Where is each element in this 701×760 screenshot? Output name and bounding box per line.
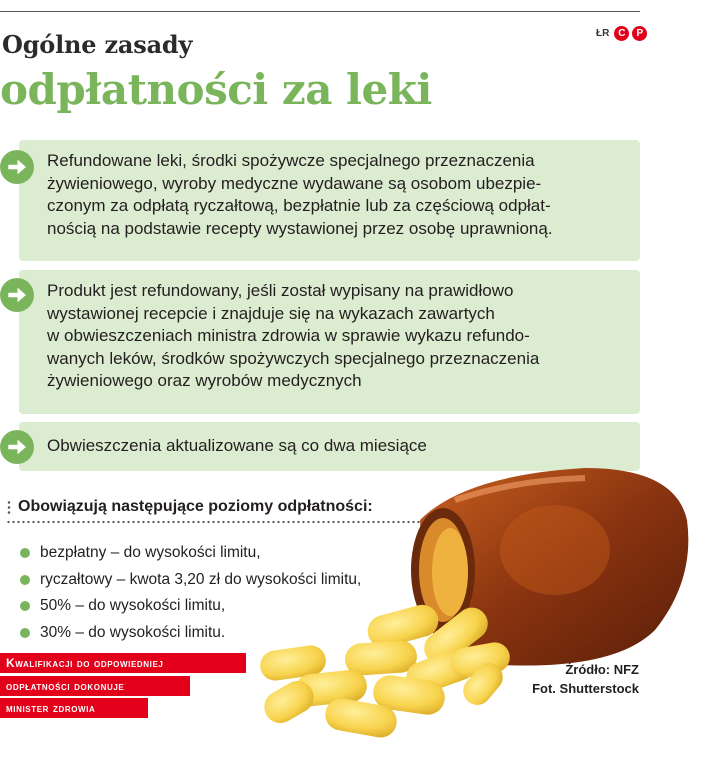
title-line-1: Ogólne zasady [2, 30, 193, 59]
author-initials: ŁR [596, 28, 610, 39]
info-box-2-line: żywieniowego oraz wyrobów medycznych [47, 371, 362, 390]
publisher-logo [596, 26, 647, 41]
note-line-3: minister zdrowia [0, 698, 148, 718]
note-line-1: Kwalifikacji do odpowiedniej [0, 653, 246, 673]
info-box-1 [19, 140, 640, 261]
logo-letter-p: P [632, 26, 647, 41]
info-box-3-line: Obwieszczenia aktualizowane są co dwa miesiące [47, 436, 427, 455]
level-text: 30% – do wysokości limitu. [40, 623, 226, 641]
info-box-2-line: wanych leków, środków spożywczych specjalnego przeznaczenia [47, 348, 540, 368]
info-box-2 [19, 270, 640, 414]
info-box-1-line: Refundowane leki, środki spożywcze specjalnego przeznaczenia [47, 151, 535, 170]
info-box-1-line: czonym za odpłatą ryczałtową, bezpłatnie lub za częściową odpłat- [47, 196, 551, 215]
info-box-1-line: nością na podstawie recepty wystawionej przez osobę uprawnioną. [47, 218, 553, 238]
arrow-right-icon [0, 278, 34, 312]
source-line: Źródło: NFZ [565, 662, 639, 677]
pills-icon [258, 601, 512, 740]
pill-bottle-illustration [255, 460, 700, 760]
dotted-marker [6, 500, 12, 514]
info-box-2-line: wystawionej recepcie i znajduje się na wykazach zawartych [47, 303, 495, 323]
bullet-dot-icon [20, 628, 30, 638]
logo-letter-c: C [614, 26, 629, 41]
arrow-right-icon [0, 430, 34, 464]
note-line-2: odpłatności dokonuje [0, 676, 190, 696]
info-box-1-line: żywieniowego, wyroby medyczne wydawane są osobom ubezpie- [47, 173, 542, 193]
levels-heading: Obowiązują następujące poziomy odpłatności: [18, 498, 373, 515]
info-box-2-line: Produkt jest refundowany, jeśli został wypisany na prawidłowo [47, 281, 514, 300]
top-rule [0, 11, 640, 12]
level-text: bezpłatny – do wysokości limitu, [40, 544, 261, 562]
bullet-dot-icon [20, 548, 30, 558]
bullet-dot-icon [20, 575, 30, 585]
arrow-right-icon [0, 150, 34, 184]
page-title: odpłatności za leki [0, 65, 432, 114]
level-text: 50% – do wysokości limitu, [40, 597, 226, 615]
photo-credit: Fot. Shutterstock [532, 681, 639, 696]
level-text: ryczałtowy – kwota 3,20 zł do wysokości limitu, [40, 570, 362, 588]
info-box-2-line: w obwieszczeniach ministra zdrowia w sprawie wykazu refundo- [47, 326, 530, 345]
bullet-dot-icon [20, 601, 30, 611]
